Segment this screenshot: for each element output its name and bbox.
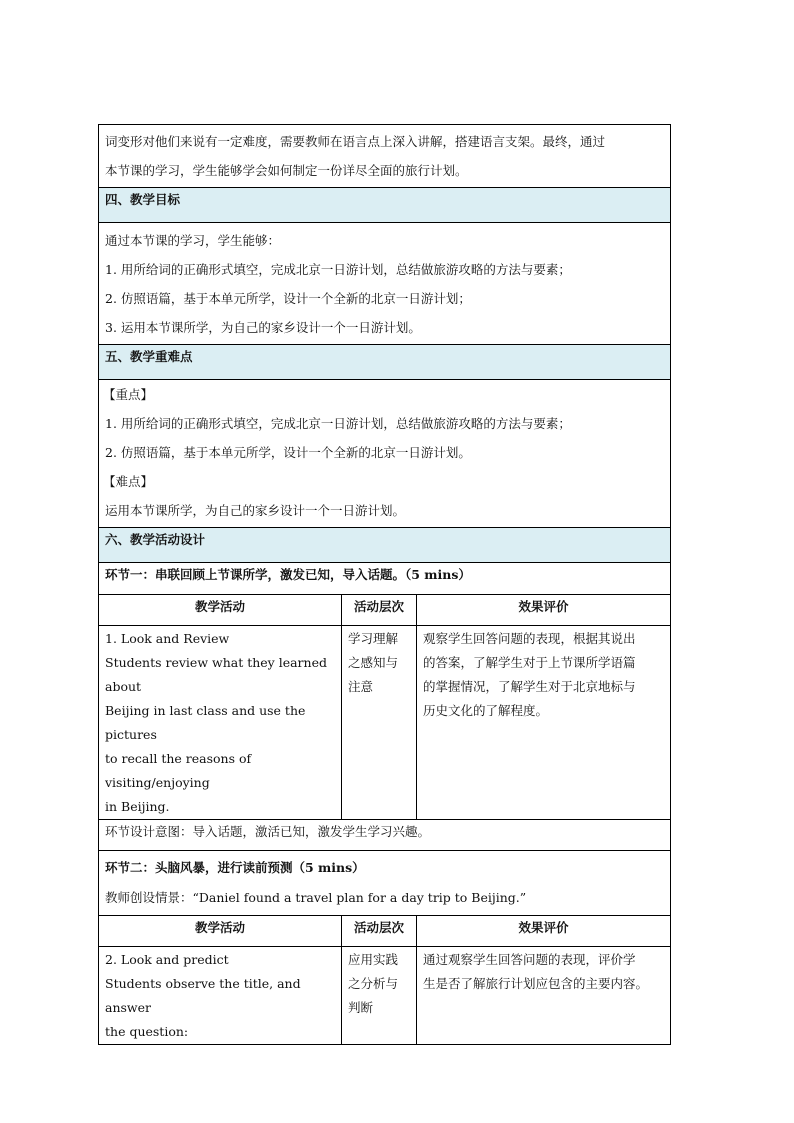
eval-cell <box>417 626 671 820</box>
lesson-plan-page <box>98 124 670 1045</box>
stage1-intent-row <box>99 820 671 851</box>
col-level-header: 活动层次 <box>342 916 417 947</box>
key-points-row <box>99 380 671 528</box>
stage2-scenario: 教师创设情景：“Daniel found a travel plan for a day trip to Beijing.” <box>105 890 527 905</box>
level-line: 判断 <box>348 1000 374 1015</box>
objectives-lead: 通过本节课的学习，学生能够： <box>105 233 281 248</box>
eval-line: 通过观察学生回答问题的表现，评价学 <box>423 952 636 967</box>
difficulty-text: 运用本节课所学，为自己的家乡设计一个一日游计划。 <box>105 503 406 518</box>
activity-line: Beijing in last class and use the pictures <box>105 703 306 742</box>
section-header-objectives <box>99 188 671 223</box>
eval-cell <box>417 947 671 1045</box>
col-activity-header: 教学活动 <box>99 916 342 947</box>
activity-cell <box>99 947 342 1045</box>
stage2-heading-row <box>99 851 671 916</box>
activity-line: the question: <box>105 1024 189 1039</box>
activity-line: in Beijing. <box>105 799 170 814</box>
intro-row <box>99 125 671 188</box>
activity-line: to recall the reasons of visiting/enjoying <box>105 751 252 790</box>
difficulty-label: 【难点】 <box>103 474 154 489</box>
level-line: 学习理解 <box>348 631 399 646</box>
level-line: 之感知与 <box>348 655 399 670</box>
stage1-activity-row <box>99 626 671 820</box>
key-label: 【重点】 <box>103 387 154 402</box>
objective-item: 3. 运用本节课所学，为自己的家乡设计一个一日游计划。 <box>105 320 421 335</box>
eval-line: 的掌握情况，了解学生对于北京地标与 <box>423 679 636 694</box>
stage2-heading: 环节二：头脑风暴，进行读前预测（5 mins） <box>105 860 365 875</box>
level-line: 应用实践 <box>348 952 399 967</box>
level-cell <box>342 626 417 820</box>
section-header-activities <box>99 528 671 563</box>
lesson-plan-table <box>98 124 671 1045</box>
key-item: 1. 用所给词的正确形式填空，完成北京一日游计划，总结做旅游攻略的方法与要素； <box>105 416 571 431</box>
section-title: 六、教学活动设计 <box>99 528 671 563</box>
stage1-heading-row <box>99 563 671 595</box>
activity-line: Students review what they learned about <box>105 655 327 694</box>
col-level-header: 活动层次 <box>342 595 417 626</box>
objective-item: 1. 用所给词的正确形式填空，完成北京一日游计划，总结做旅游攻略的方法与要素； <box>105 262 571 277</box>
section-title: 五、教学重难点 <box>99 345 671 380</box>
col-eval-header: 效果评价 <box>417 595 671 626</box>
objectives-row <box>99 223 671 345</box>
key-item: 2. 仿照语篇，基于本单元所学，设计一个全新的北京一日游计划。 <box>105 445 471 460</box>
activity-cell <box>99 626 342 820</box>
objective-item: 2. 仿照语篇，基于本单元所学，设计一个全新的北京一日游计划； <box>105 291 471 306</box>
intro-line: 本节课的学习，学生能够学会如何制定一份详尽全面的旅行计划。 <box>105 163 468 178</box>
activity-line: Students observe the title, and answer <box>105 976 301 1015</box>
stage1-heading: 环节一：串联回顾上节课所学，激发已知，导入话题。（5 mins） <box>99 563 671 595</box>
activity-line: 2. Look and predict <box>105 952 229 967</box>
eval-line: 生是否了解旅行计划应包含的主要内容。 <box>423 976 649 991</box>
col-eval-header: 效果评价 <box>417 916 671 947</box>
section-title: 四、教学目标 <box>99 188 671 223</box>
eval-line: 的答案，了解学生对于上节课所学语篇 <box>423 655 636 670</box>
eval-line: 观察学生回答问题的表现，根据其说出 <box>423 631 636 646</box>
stage2-column-headers <box>99 916 671 947</box>
activity-line: 1. Look and Review <box>105 631 230 646</box>
section-header-key-points <box>99 345 671 380</box>
intro-line: 词变形对他们来说有一定难度，需要教师在语言点上深入讲解，搭建语言支架。最终，通过 <box>105 134 606 149</box>
eval-line: 历史文化的了解程度。 <box>423 703 549 718</box>
stage1-column-headers <box>99 595 671 626</box>
stage2-activity-row <box>99 947 671 1045</box>
level-cell <box>342 947 417 1045</box>
level-line: 之分析与 <box>348 976 399 991</box>
level-line: 注意 <box>348 679 374 694</box>
col-activity-header: 教学活动 <box>99 595 342 626</box>
stage1-intent: 环节设计意图：导入话题，激活已知，激发学生学习兴趣。 <box>99 820 671 851</box>
